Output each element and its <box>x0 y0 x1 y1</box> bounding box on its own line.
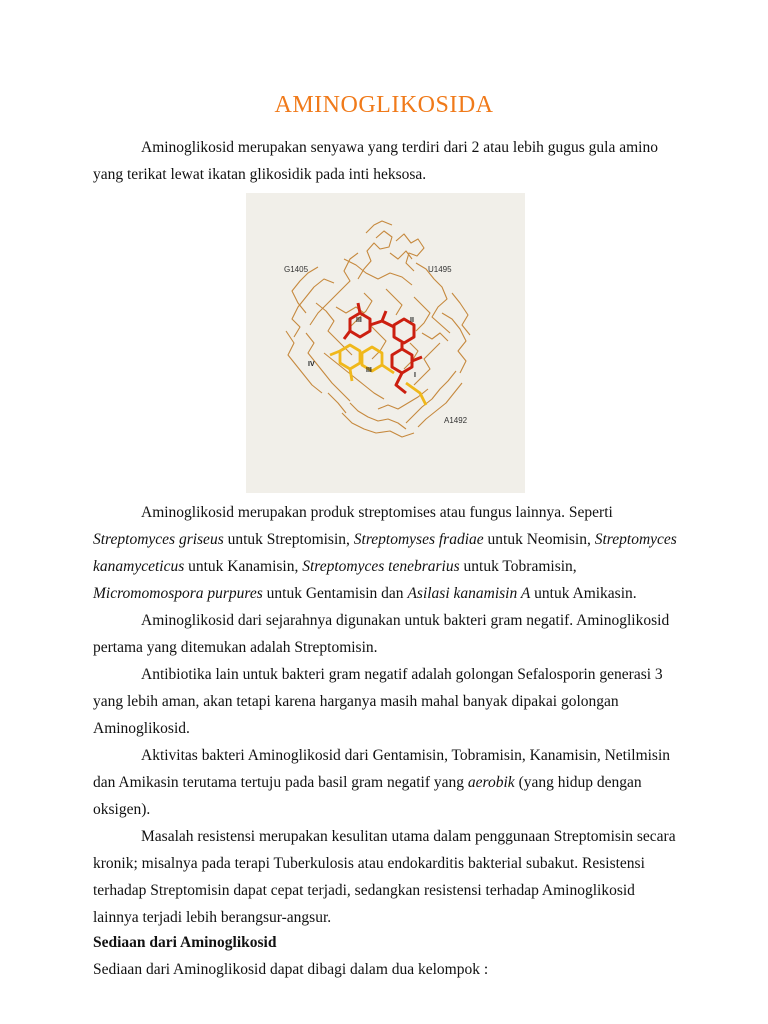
label-u1495: U1495 <box>428 265 452 274</box>
label-a1492: A1492 <box>444 416 468 425</box>
activity-paragraph <box>93 742 683 823</box>
organism-name: Streptomyces griseus <box>93 531 224 548</box>
molecular-structure-image <box>246 193 525 493</box>
organism-name: Micromomospora purpures <box>93 585 263 602</box>
text-span: Aktivitas bakteri Aminoglikosid dari Gentamisin, Tobramisin, Kanamisin, Netilmisin dan Amikasin terutama tertuju pada basil gram negatif yang <box>93 747 671 791</box>
aminoglycoside-rrna-figure <box>246 193 525 493</box>
label-ring-ii: II <box>410 317 414 324</box>
intro-paragraph: Aminoglikosid merupakan senyawa yang terdiri dari 2 atau lebih gugus gula amino yang terikat lewat ikatan glikosidik pada inti heksosa. <box>93 139 658 183</box>
organism-name: Streptomyces kanamyceticus <box>93 531 677 575</box>
resistance-paragraph: Masalah resistensi merupakan kesulitan utama dalam penggunaan Streptomisin secara kronik; misalnya pada terapi Tuberkulosis atau endokarditis bakterial subakut. Resistensi terhadap Streptomisin dapat cepat terjadi, sedangkan resistensi terhadap Aminoglikosid lainnya terjadi lebih berangsur-angsur. <box>93 828 676 926</box>
label-g1405: G1405 <box>284 265 309 274</box>
label-ring-iii-bottom: III <box>366 367 372 374</box>
organism-name: Streptomyces tenebrarius <box>302 558 460 575</box>
aerobic-term: aerobik <box>467 774 515 791</box>
organism-name: Asilasi kanamisin A <box>407 585 531 602</box>
rrna-strands <box>286 221 470 437</box>
text-span: Aminoglikosid merupakan produk streptomises atau fungus lainnya. Seperti <box>141 504 613 521</box>
source-organisms-paragraph <box>93 499 683 607</box>
text-span: (yang hidup dengan oksigen). <box>93 774 642 818</box>
label-ring-iv: IV <box>308 361 315 368</box>
text-span: untuk Streptomisin, <box>223 531 354 548</box>
cephalosporin-paragraph: Antibiotika lain untuk bakteri gram negatif adalah golongan Sefalosporin generasi 3 yang lebih aman, akan tetapi karena harganya masih mahal banyak dipakai golongan Aminoglikosid. <box>93 666 663 737</box>
text-span: untuk Kanamisin, <box>184 558 303 575</box>
text-span: untuk Neomisin, <box>483 531 595 548</box>
history-paragraph: Aminoglikosid dari sejarahnya digunakan untuk bakteri gram negatif. Aminoglikosid pertama yang ditemukan adalah Streptomisin. <box>93 612 670 656</box>
section-heading: Sediaan dari Aminoglikosid <box>93 934 277 951</box>
preparations-paragraph: Sediaan dari Aminoglikosid dapat dibagi dalam dua kelompok : <box>93 961 489 978</box>
text-span: untuk Gentamisin dan <box>262 585 408 602</box>
page-title: AMINOGLIKOSIDA <box>274 92 494 118</box>
label-ring-iii-top: III <box>356 317 362 324</box>
text-span: untuk Amikasin. <box>530 585 637 602</box>
label-ring-i: I <box>414 372 416 379</box>
organism-name: Streptomyses fradiae <box>353 531 484 548</box>
text-span: untuk Tobramisin, <box>459 558 577 575</box>
